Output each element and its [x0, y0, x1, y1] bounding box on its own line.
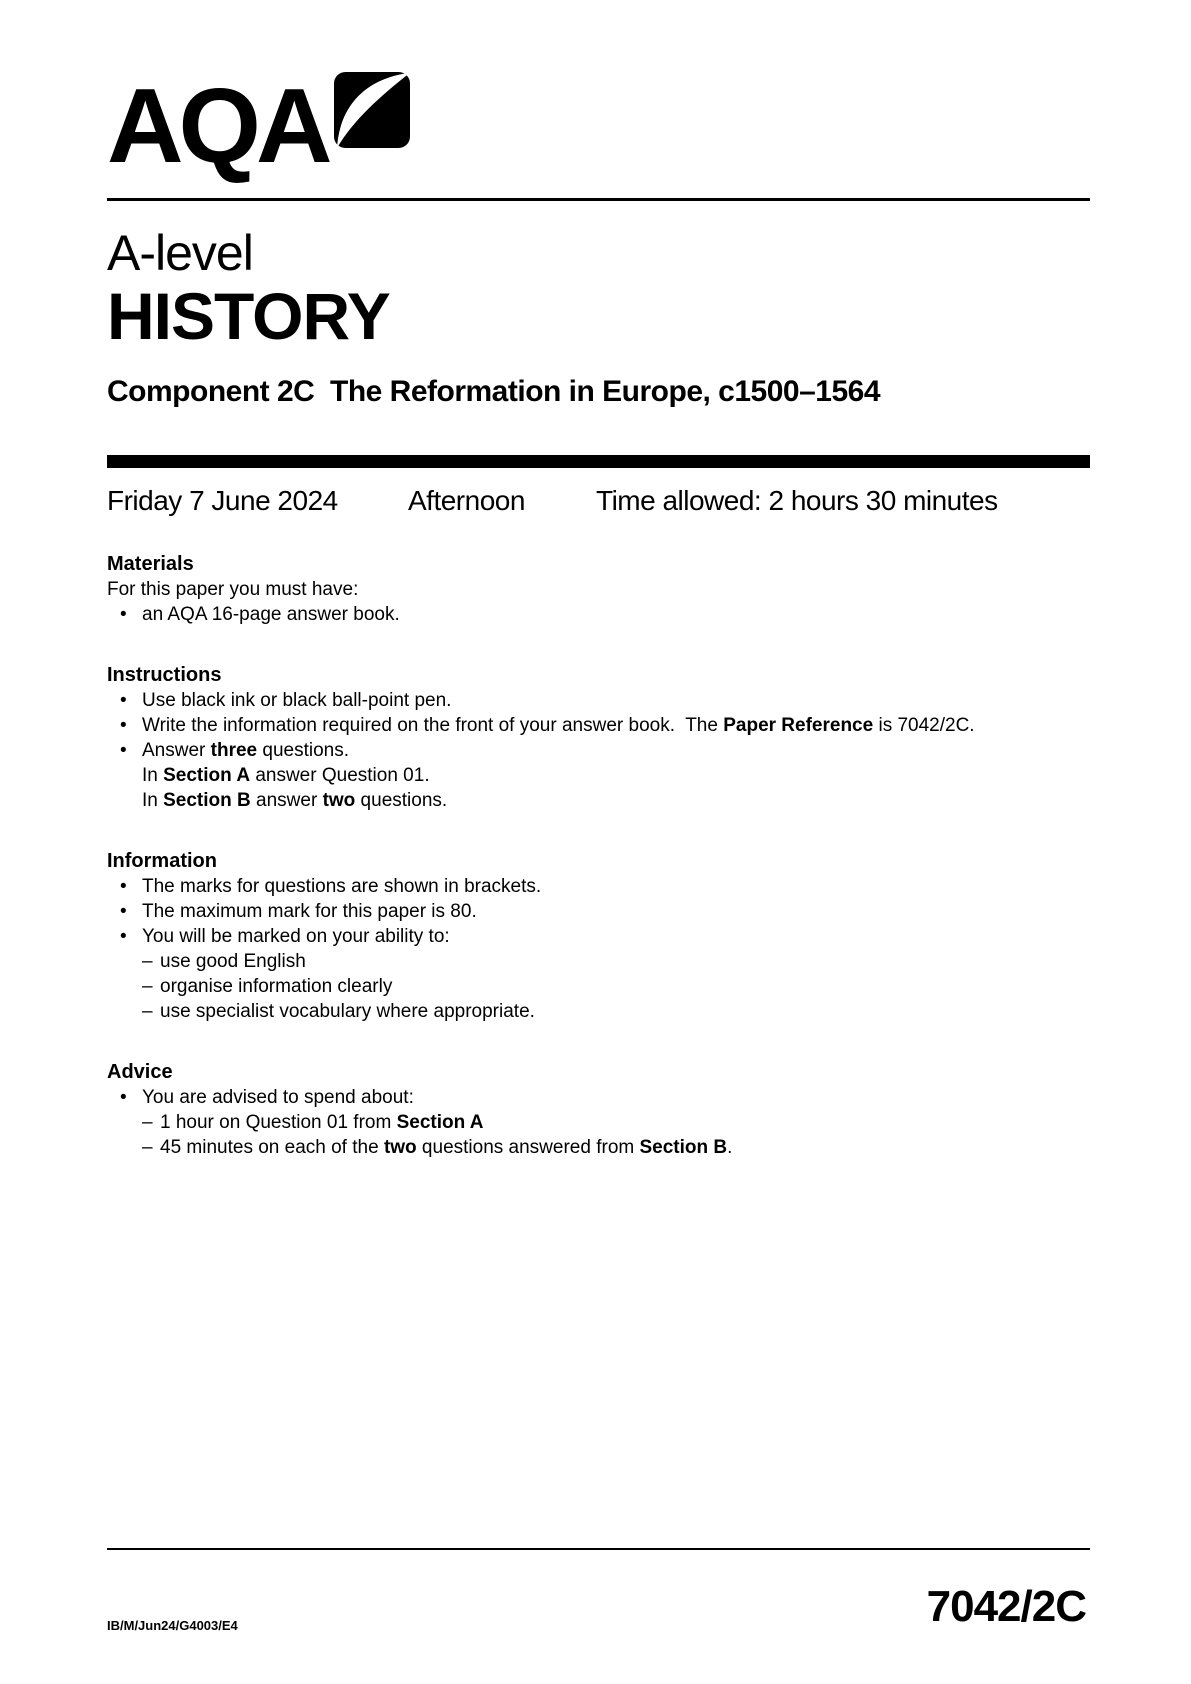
text-segment: For this paper you must have: — [107, 579, 359, 600]
line-text — [142, 874, 541, 899]
line-text — [160, 1135, 732, 1160]
text-segment: 45 minutes on each of the — [160, 1137, 384, 1158]
section-instructions — [107, 663, 1090, 813]
text-segment: questions answered from — [416, 1137, 640, 1158]
text-segment: The marks for questions are shown in brackets. — [142, 876, 542, 897]
text-segment: Write the information required on the front of your answer book. The — [142, 715, 724, 736]
bullet-line — [107, 924, 1090, 949]
sub-line — [107, 763, 1090, 788]
text-segment: answer Question 01. — [250, 765, 430, 786]
bullet-icon: • — [120, 926, 127, 947]
sub-line — [107, 788, 1090, 813]
text-segment: 1 hour on Question 01 from — [160, 1112, 397, 1133]
aqa-logo-text: AQA — [107, 67, 328, 185]
line-text — [142, 738, 349, 763]
line-text — [142, 688, 451, 713]
line-text — [160, 1110, 484, 1135]
section-heading: Instructions — [107, 664, 222, 686]
text-segment: Section B — [163, 790, 251, 811]
line-text — [142, 924, 450, 949]
bullet-line — [107, 874, 1090, 899]
front-page-sections — [107, 552, 1090, 1160]
section-advice — [107, 1060, 1090, 1160]
text-segment: Answer — [142, 740, 211, 761]
line-text — [142, 788, 447, 813]
text-segment: You are advised to spend about: — [142, 1087, 414, 1108]
bullet-line — [107, 1085, 1090, 1110]
section-heading: Information — [107, 850, 217, 872]
section-heading: Advice — [107, 1061, 173, 1083]
bullet-line — [107, 899, 1090, 924]
exam-session-row — [107, 486, 1090, 516]
bullet-line — [107, 602, 1090, 627]
bullet-line — [107, 688, 1090, 713]
text-segment: You will be marked on your ability to: — [142, 926, 450, 947]
bullet-icon: • — [120, 901, 127, 922]
text-segment: Use black ink or black ball-point pen. — [142, 690, 452, 711]
bullet-line — [107, 713, 1090, 738]
text-segment: use good English — [160, 951, 306, 972]
bullet-icon: • — [120, 740, 127, 761]
text-segment: Section A — [396, 1112, 484, 1133]
text-segment: In — [142, 790, 164, 811]
divider-bar — [107, 455, 1090, 468]
dash-line — [107, 974, 1090, 999]
dash-icon: – — [142, 976, 153, 997]
text-segment: Paper Reference — [723, 715, 874, 736]
bullet-icon: • — [120, 715, 127, 736]
line-text — [142, 899, 477, 924]
text-segment: answer — [250, 790, 323, 811]
text-segment: two — [383, 1137, 417, 1158]
text-segment: an AQA 16-page answer book. — [142, 604, 400, 625]
text-segment: Section A — [163, 765, 251, 786]
plain-line — [107, 577, 1090, 602]
line-text — [160, 974, 392, 999]
text-segment: three — [210, 740, 258, 761]
text-segment: The maximum mark for this paper is 80. — [142, 901, 477, 922]
text-segment: two — [322, 790, 356, 811]
section-heading: Materials — [107, 553, 194, 575]
bullet-icon: • — [120, 876, 127, 897]
section-materials — [107, 552, 1090, 627]
line-text — [142, 602, 400, 627]
text-segment: . — [727, 1137, 733, 1158]
time-allowed: Time allowed: 2 hours 30 minutes — [596, 485, 998, 516]
line-text — [160, 949, 306, 974]
bullet-line — [107, 738, 1090, 763]
text-segment: questions. — [257, 740, 350, 761]
line-text — [142, 713, 975, 738]
dash-icon: – — [142, 1137, 153, 1158]
line-text — [160, 999, 535, 1024]
bullet-icon: • — [120, 1087, 127, 1108]
text-segment: In — [142, 765, 164, 786]
aqa-leaf-icon — [334, 72, 410, 148]
section-information — [107, 849, 1090, 1024]
bullet-icon: • — [120, 604, 127, 625]
qualification-title: A-level — [107, 225, 253, 281]
bullet-icon: • — [120, 690, 127, 711]
header-divider — [107, 198, 1090, 201]
dash-line — [107, 999, 1090, 1024]
text-segment: organise information clearly — [160, 976, 393, 997]
dash-icon: – — [142, 1112, 153, 1133]
text-segment: Section B — [639, 1137, 728, 1158]
dash-line — [107, 949, 1090, 974]
text-segment: is 7042/2C. — [873, 715, 975, 736]
text-segment: questions. — [355, 790, 448, 811]
component-title: Component 2C The Reformation in Europe, c1500–1564 — [107, 375, 881, 408]
text-segment: use specialist vocabulary where appropriate. — [160, 1001, 535, 1022]
exam-date: Friday 7 June 2024 — [107, 485, 338, 516]
line-text — [107, 577, 358, 602]
aqa-logo — [107, 67, 1090, 185]
paper-reference: 7042/2C — [926, 1582, 1086, 1631]
dash-line — [107, 1110, 1090, 1135]
footer-divider — [107, 1548, 1090, 1550]
exam-session: Afternoon — [408, 485, 525, 516]
dash-icon: – — [142, 951, 153, 972]
dash-icon: – — [142, 1001, 153, 1022]
line-text — [142, 763, 430, 788]
footer-code: IB/M/Jun24/G4003/E4 — [107, 1618, 238, 1633]
subject-title: HISTORY — [107, 279, 390, 353]
dash-line — [107, 1135, 1090, 1160]
line-text — [142, 1085, 414, 1110]
